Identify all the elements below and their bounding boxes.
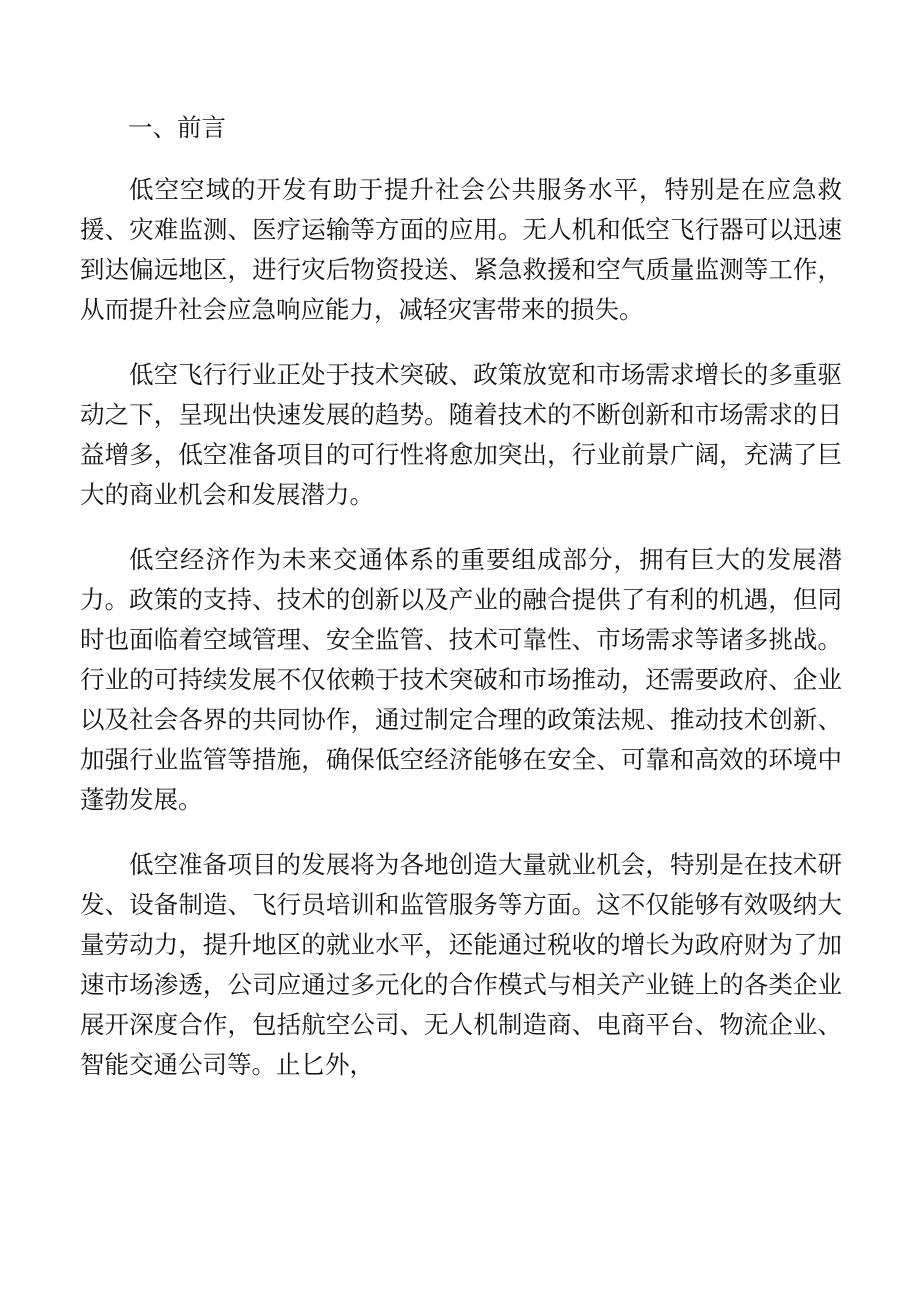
paragraph-1: 低空空域的开发有助于提升社会公共服务水平，特别是在应急救援、灾难监测、医疗运输等方面的应用。无人机和低空飞行器可以迅速到达偏远地区，进行灾后物资投送、紧急救援和空气质量监测等工作，从而提升社会应急响应能力，减轻灾害带来的损失。: [80, 175, 842, 324]
section-heading: 一、前言: [128, 113, 226, 142]
paragraph-3: 低空经济作为未来交通体系的重要组成部分，拥有巨大的发展潜力。政策的支持、技术的创新以及产业的融合提供了有利的机遇，但同时也面临着空域管理、安全监管、技术可靠性、市场需求等诸多挑战。行业的可持续发展不仅依赖于技术突破和市场推动，还需要政府、企业以及社会各界的共同协作，通过制定合理的政策法规、推动技术创新、加强行业监管等措施，确保低空经济能够在安全、可靠和高效的环境中蓬勃发展。: [80, 545, 842, 814]
paragraph-4: 低空准备项目的发展将为各地创造大量就业机会，特别是在技术研发、设备制造、飞行员培训和监管服务等方面。这不仅能够有效吸纳大量劳动力，提升地区的就业水平，还能通过税收的增长为政府财为了加速市场渗透，公司应通过多元化的合作模式与相关产业链上的各类企业展开深度合作，包括航空公司、无人机制造商、电商平台、物流企业、智能交通公司等。止匕外，: [80, 850, 842, 1079]
document-body: [80, 108, 842, 1110]
paragraph-2: 低空飞行行业正处于技术突破、政策放宽和市场需求增长的多重驱动之下，呈现出快速发展的趋势。随着技术的不断创新和市场需求的日益增多，低空准备项目的可行性将愈加突出，行业前景广阔，充满了巨大的商业机会和发展潜力。: [80, 360, 842, 509]
